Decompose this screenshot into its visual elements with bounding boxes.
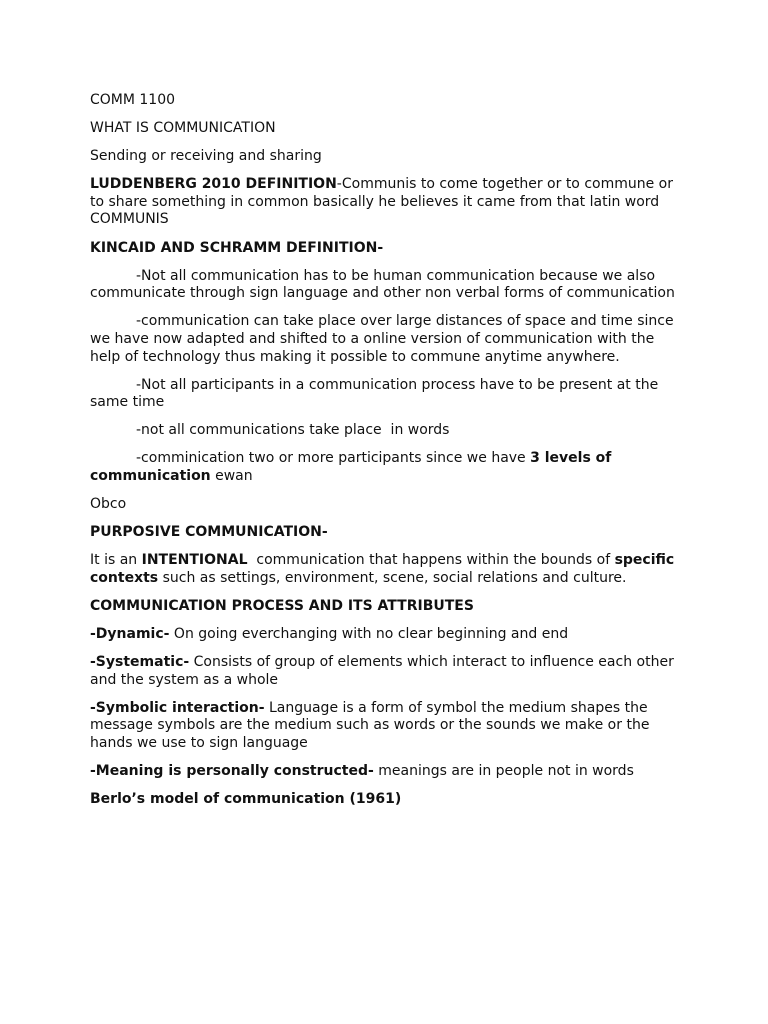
levels-line <box>90 450 680 485</box>
attribute-text: Consists of group of elements which interact to influence each other and the system as a whole <box>90 654 679 688</box>
kincaid-heading: KINCAID AND SCHRAMM DEFINITION- <box>90 239 384 256</box>
attribute-label: -Systematic- <box>90 654 190 671</box>
attribute-text: On going everchanging with no clear beginning and end <box>169 626 569 643</box>
attribute-item <box>90 700 680 753</box>
kincaid-point: -Not all communication has to be human communication because we also communicate through sign language and other non verbal forms of communication <box>90 267 675 302</box>
purposive-t2: communication that happens within the bounds of <box>247 552 615 569</box>
attribute-item <box>90 763 680 781</box>
obco-line: Obco <box>90 496 127 513</box>
attribute-label: -Dynamic- <box>90 626 170 643</box>
levels-text-after: ewan <box>210 468 253 484</box>
luddenberg-definition <box>90 176 680 229</box>
document-page <box>90 92 680 819</box>
attribute-item <box>90 626 680 644</box>
sending-receiving-line: Sending or receiving and sharing <box>90 148 322 165</box>
berlo-model-heading: Berlo’s model of communication (1961) <box>90 791 402 808</box>
heading-what-is-communication: WHAT IS COMMUNICATION <box>90 120 276 137</box>
purposive-paragraph <box>90 552 680 587</box>
purposive-b2: specific contexts <box>90 552 680 586</box>
luddenberg-text: -Communis to come together or to commune or to share something in common basically he believes it came from that latin word COMMUNIS <box>90 176 678 228</box>
course-code: COMM 1100 <box>90 92 176 108</box>
levels-bold: 3 levels of communication <box>90 450 617 484</box>
attribute-label: -Symbolic interaction- <box>90 699 265 716</box>
purposive-b1: INTENTIONAL <box>141 552 248 569</box>
purposive-heading: PURPOSIVE COMMUNICATION- <box>90 524 328 541</box>
attribute-text: meanings are in people not in words <box>373 763 634 780</box>
purposive-t1: It is an <box>90 552 142 569</box>
kincaid-point: -not all communications take place in words <box>136 422 450 439</box>
attribute-text: Language is a form of symbol the medium shapes the message symbols are the medium such as words or the sounds we make or the hands we use to sign language <box>90 699 654 752</box>
luddenberg-label: LUDDENBERG 2010 DEFINITION <box>90 176 337 193</box>
kincaid-point: -communication can take place over large distances of space and time since we have now adapted and shifted to a online version of communication with the help of technology thus making it possible to commune anytime anywhere. <box>90 313 679 365</box>
process-heading: COMMUNICATION PROCESS AND ITS ATTRIBUTES <box>90 597 474 614</box>
levels-text-before: -comminication two or more participants since we have <box>136 450 531 467</box>
attribute-label: -Meaning is personally constructed- <box>90 763 374 780</box>
purposive-t3: such as settings, environment, scene, social relations and culture. <box>158 569 627 586</box>
attribute-item <box>90 654 680 689</box>
kincaid-point: -Not all participants in a communication process have to be present at the same time <box>90 376 663 411</box>
